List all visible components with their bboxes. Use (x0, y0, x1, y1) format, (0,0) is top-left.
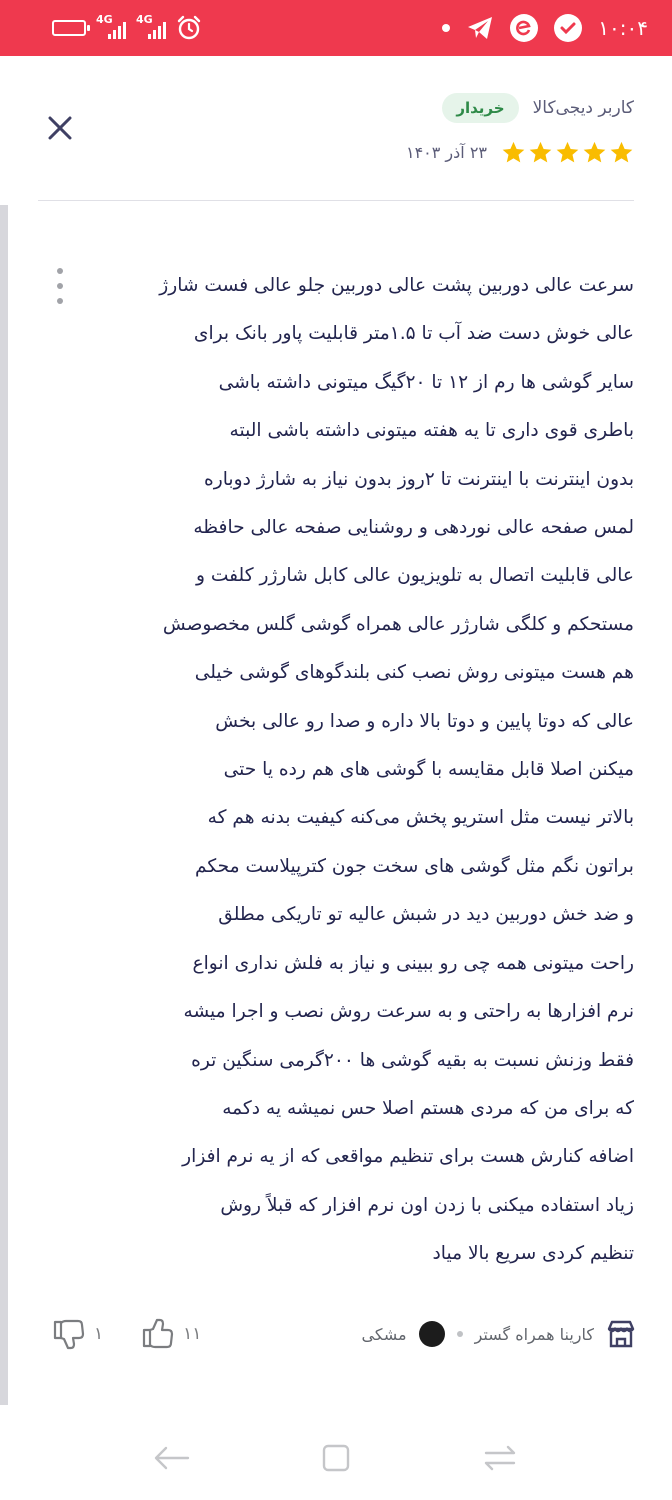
recents-button[interactable] (478, 1436, 522, 1480)
review-text-line: بالاتر نیست مثل استریو پخش می‌کنه کیفیت بدنه هم که (207, 807, 634, 829)
thumbs-up-icon (141, 1318, 175, 1350)
review-meta (406, 136, 634, 168)
star-icon (501, 140, 526, 165)
review-text-line: براتون نگم مثل گوشی های سخت جون کترپیلاست محکم (195, 855, 634, 877)
review-text-line: اضافه کنارش هست برای تنظیم مواقعی که از یه نرم افزار (182, 1146, 634, 1168)
home-square-icon (320, 1442, 352, 1474)
separator-dot (457, 1331, 463, 1337)
dislike-count: ۱ (94, 1324, 104, 1344)
back-button[interactable] (150, 1436, 194, 1480)
reviewer-name: کاربر دیجی‌کالا (532, 98, 634, 118)
review-text-line: زیاد استفاده میکنی با زدن اون نرم افزار که قبلاً روش (220, 1194, 634, 1216)
review-text-line: فقط وزنش نسبت به بقیه گوشی ها ۲۰۰گرمی سنگین تره (191, 1049, 634, 1071)
review-text-line: و ضد خش دوربین دید در شبش عالیه تو تاریکی مطلق (218, 904, 634, 926)
close-button[interactable] (40, 108, 80, 148)
review-text-line: هم هست میتونی روش نصب کنی بلندگوهای گوشی خیلی (194, 662, 634, 684)
review-text-line: راحت میتونی همه چی رو ببینی و نیاز به فلش نداری انواع (192, 952, 634, 974)
review-text-line: لمس صفحه عالی نوردهی و روشنایی صفحه عالی حافظه (193, 517, 634, 539)
star-icon (555, 140, 580, 165)
review-text-line: باطری قوی داری تا یه هفته میتونی داشته باشی البته (229, 420, 634, 442)
like-count: ۱۱ (183, 1324, 202, 1344)
alarm-icon (176, 15, 202, 41)
review-text-line: میکنن اصلا قابل مقایسه با گوشی های هم رده یا حتی (223, 759, 634, 781)
home-button[interactable] (314, 1436, 358, 1480)
close-icon (47, 115, 73, 141)
network-type-2: 4G (136, 13, 153, 26)
review-text-line: سایر گوشی ها رم از ۱۲ تا ۲۰گیگ میتونی داشته باشی (218, 371, 634, 393)
review-text-line: سرعت عالی دوربین پشت عالی دوربین جلو عالی فست شارژ (159, 275, 634, 296)
review-text-line: عالی قابلیت اتصال به تلویزیون عالی کابل شارژر کلفت و (196, 565, 634, 587)
review-text-line: نرم افزارها به راحتی و به سرعت روش نصب و اجرا میشه (183, 1001, 634, 1023)
store-icon (606, 1320, 636, 1348)
signal-icon (96, 15, 126, 41)
network-type: 4G (96, 13, 113, 26)
telegram-icon (466, 15, 494, 41)
reviewer-row (442, 88, 634, 128)
clock: ۱۰:۰۴ (598, 16, 648, 40)
system-nav-bar (0, 1412, 672, 1500)
notification-dot (442, 24, 450, 32)
review-text-line: عالی خوش دست ضد آب تا ۱.۵متر قابلیت پاور بانک برای (193, 323, 634, 345)
battery-icon (52, 20, 86, 36)
review-text-line: تنظیم کردی سریع بالا میاد (432, 1243, 634, 1265)
browser-icon (510, 14, 538, 42)
review-footer (0, 1312, 672, 1356)
vote-controls (52, 1312, 201, 1356)
star-icon (582, 140, 607, 165)
review-text-line: مستحکم و کلگی شارژر عالی همراه گوشی گلس مخصوصش (162, 613, 634, 635)
kebab-dot-icon (57, 268, 63, 274)
like-button[interactable] (141, 1318, 201, 1350)
digikala-icon (554, 14, 582, 42)
kebab-dot-icon (57, 298, 63, 304)
thumbs-down-icon (52, 1318, 86, 1350)
review-text-line: که برای من که مردی هستم اصلا حس نمیشه یه دکمه (222, 1097, 634, 1119)
more-options-button[interactable] (50, 268, 70, 304)
review-text (80, 262, 634, 1279)
back-arrow-icon (152, 1443, 192, 1473)
rating-stars (501, 140, 634, 165)
seller-info (362, 1312, 636, 1356)
review-date: ۲۳ آذر ۱۴۰۳ (405, 142, 487, 162)
star-icon (528, 140, 553, 165)
review-text-line: عالی که دوتا پایین و دوتا بالا داره و صدا رو عالی بخش (215, 710, 634, 732)
buyer-badge: خریدار (442, 93, 518, 123)
color-swatch (419, 1321, 445, 1347)
scrollbar[interactable] (0, 205, 8, 1405)
status-right (442, 12, 648, 44)
signal-icon-2 (136, 15, 166, 41)
status-left (52, 14, 202, 42)
seller-name: کارینا همراه گستر (474, 1324, 594, 1344)
dislike-button[interactable] (52, 1318, 103, 1350)
header-divider (38, 200, 634, 201)
color-name: مشکی (361, 1324, 407, 1344)
kebab-dot-icon (57, 283, 63, 289)
status-bar (0, 0, 672, 56)
review-text-line: بدون اینترنت با اینترنت تا ۲روز بدون نیاز به شارژ دوباره (204, 468, 634, 490)
recents-icon (482, 1443, 518, 1473)
star-icon (609, 140, 634, 165)
